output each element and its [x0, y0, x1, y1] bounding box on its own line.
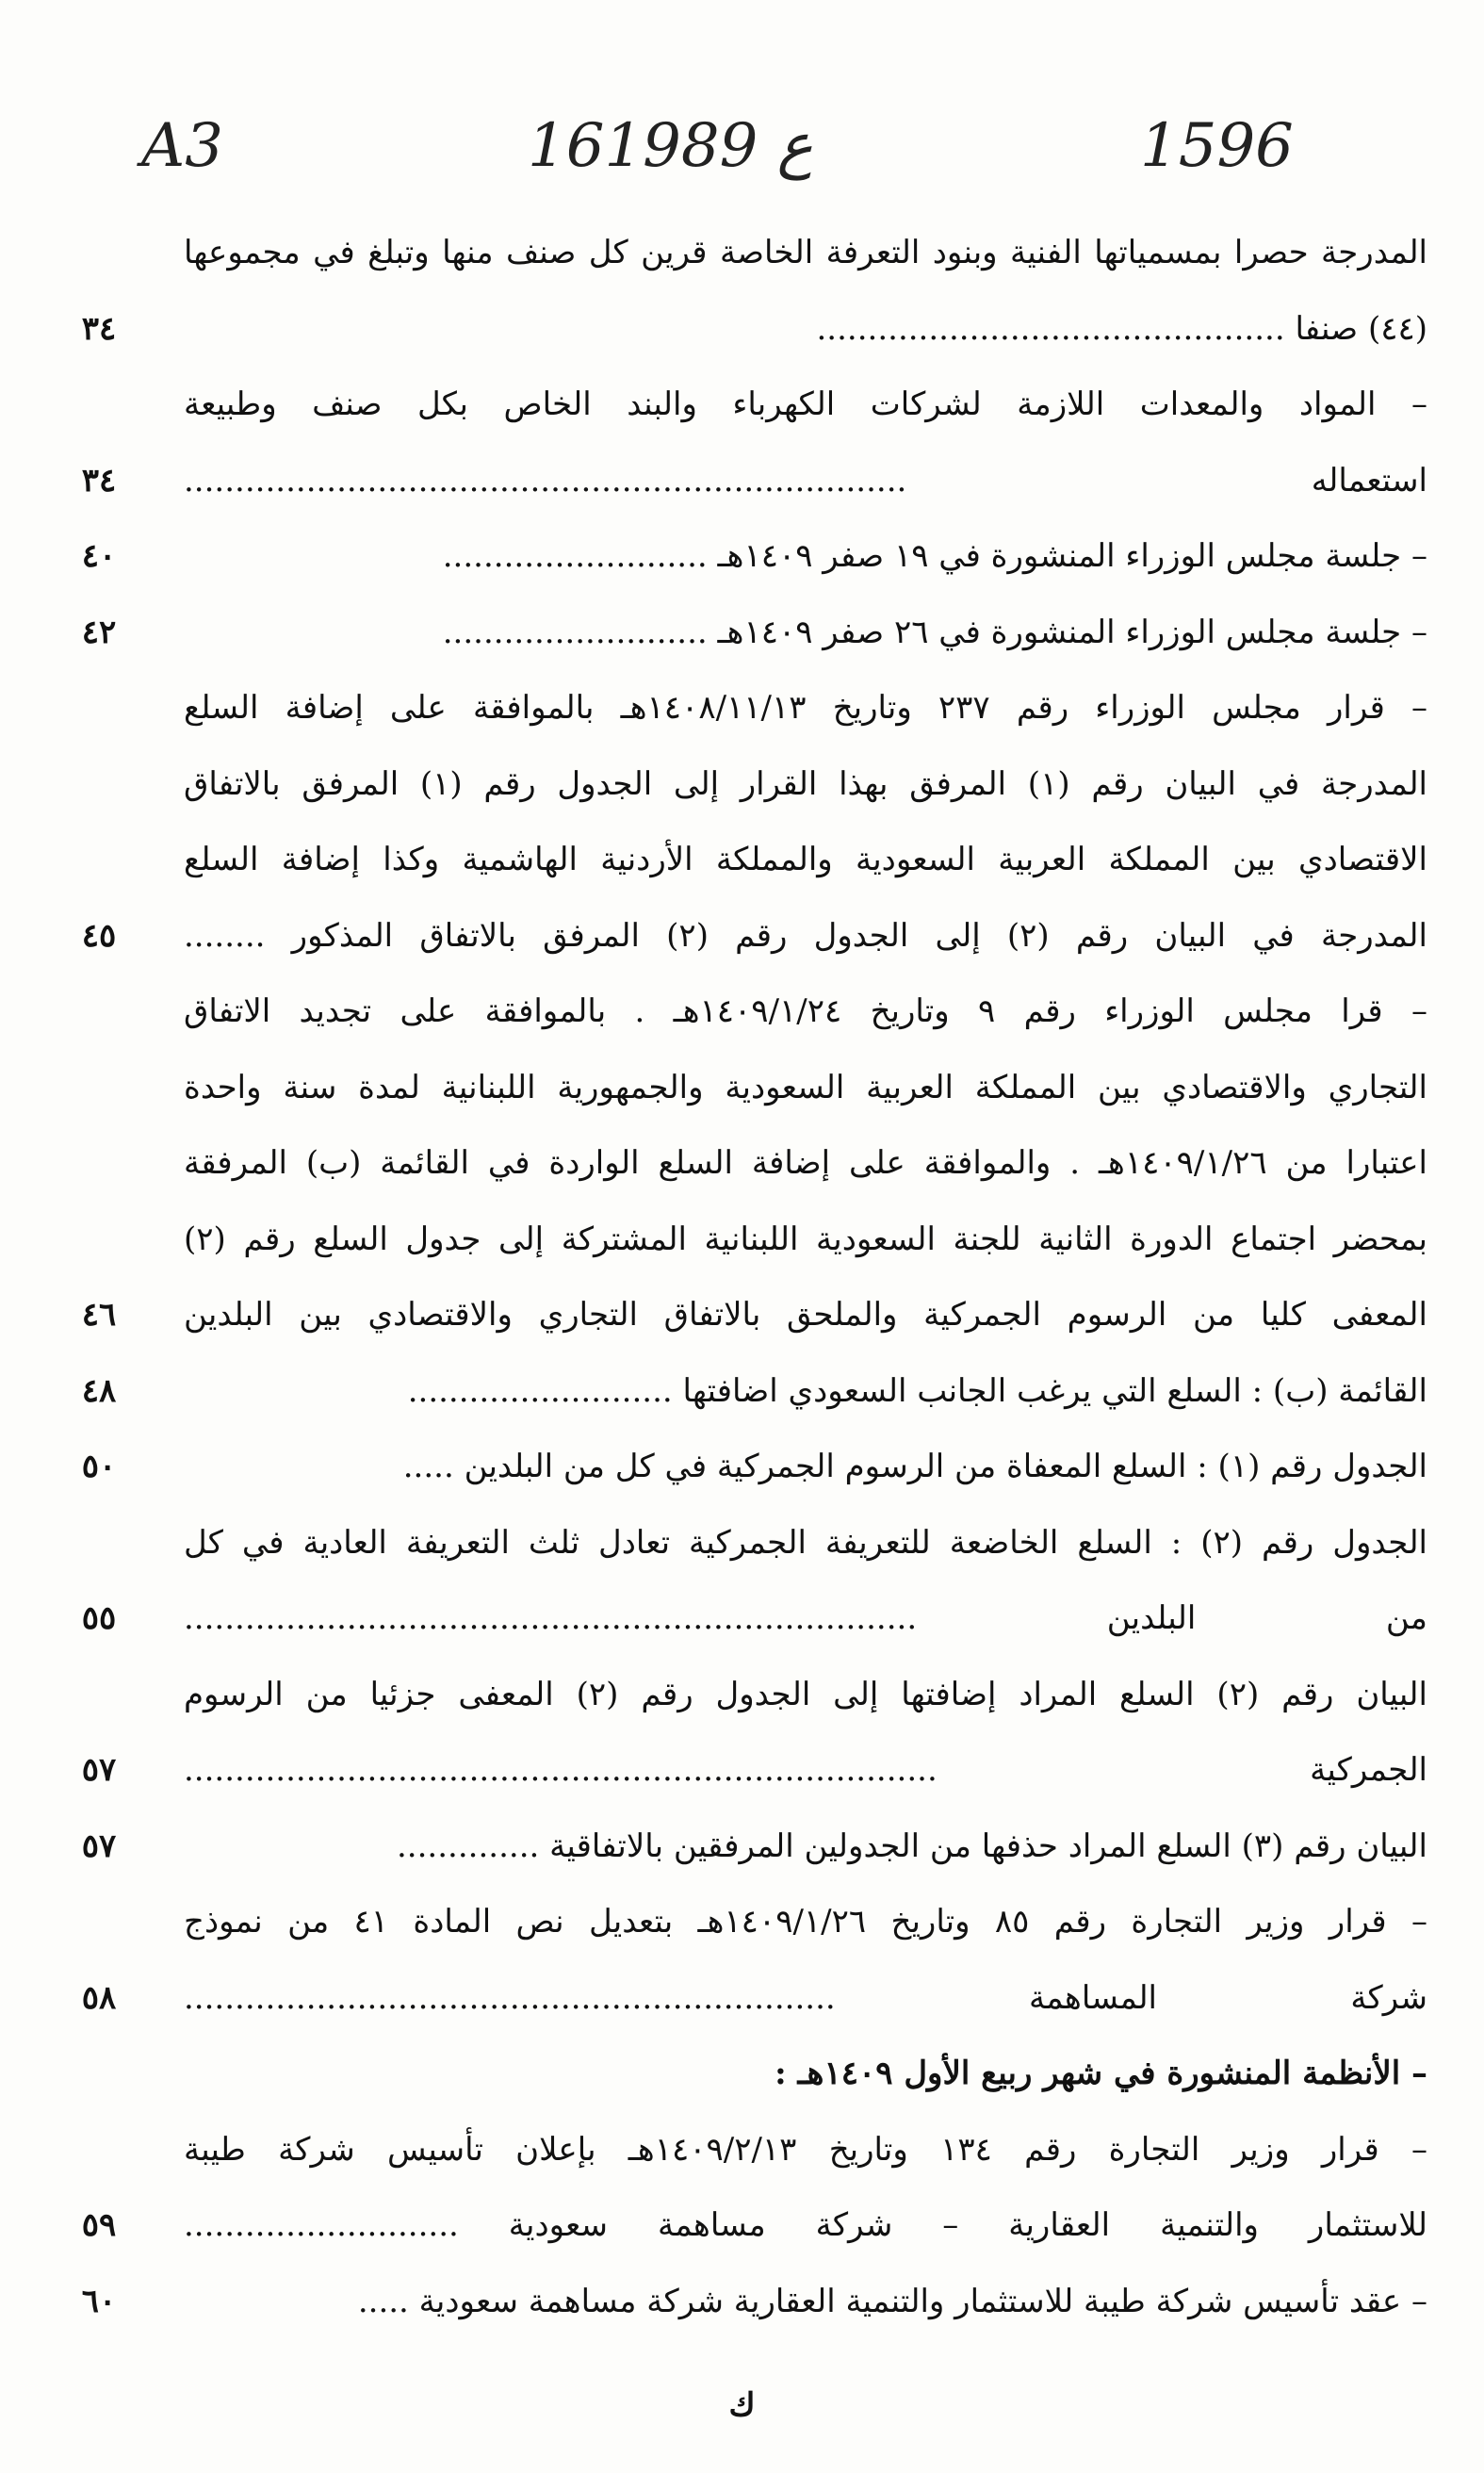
toc-page-number: ٤٠	[81, 537, 117, 575]
toc-page-number: ٤٢	[81, 613, 117, 651]
table-of-contents	[52, 215, 1427, 2339]
toc-line-text: القائمة (ب) : السلع التي يرغب الجانب السعودي اضافتها ..........................	[407, 1371, 1427, 1410]
toc-line	[52, 1353, 1427, 1430]
toc-line-text: البيان رقم (٢) السلع المراد إضافتها إلى الجدول رقم (٢) المعفى جزئيا من الرسوم	[184, 1675, 1427, 1713]
toc-line	[52, 1125, 1427, 1202]
toc-page-number: ٥٩	[81, 2206, 117, 2244]
toc-page-number: ٤٨	[81, 1371, 117, 1410]
toc-line	[52, 2264, 1427, 2340]
toc-line-text: – قرار مجلس الوزراء رقم ٢٣٧ وتاريخ ١٤٠٨/١١/١٣هـ بالموافقة على إضافة السلع	[184, 689, 1427, 727]
toc-line-text: – عقد تأسيس شركة طيبة للاستثمار والتنمية العقارية شركة مساهمة سعودية .....	[357, 2282, 1427, 2320]
toc-page-number: ٦٠	[81, 2282, 117, 2320]
toc-line-text: البيان رقم (٣) السلع المراد حذفها من الجدولين المرفقين بالاتفاقية ..............	[397, 1826, 1427, 1865]
toc-line-text: الجمركية ..........................................................................	[184, 1751, 1427, 1789]
toc-page-number: ٥٠	[81, 1448, 117, 1485]
toc-page-number: ٥٧	[81, 1826, 117, 1865]
toc-line-text: الجدول رقم (٢) : السلع الخاضعة للتعريفة الجمركية تعادل ثلث التعريفة العادية في كل	[184, 1523, 1427, 1562]
toc-line-text: الجدول رقم (١) : السلع المعفاة من الرسوم الجمركية في كل من البلدين .....	[402, 1448, 1427, 1485]
toc-line	[52, 367, 1427, 443]
toc-page-number: ٥٧	[81, 1751, 117, 1789]
toc-line-text: – قرار وزير التجارة رقم ١٣٤ وتاريخ ١٤٠٩/٢/١٣هـ بإعلان تأسيس شركة طيبة	[184, 2130, 1427, 2169]
toc-line-text: المدرجة في البيان رقم (١) المرفق بهذا القرار إلى الجدول رقم (١) المرفق بالاتفاق	[184, 764, 1427, 803]
toc-line	[52, 1732, 1427, 1809]
toc-line-text: استعماله .......................................................................	[184, 461, 1427, 500]
toc-line-text: – جلسة مجلس الوزراء المنشورة في ١٩ صفر ١٤٠٩هـ ..........................	[442, 537, 1427, 575]
toc-line	[52, 746, 1427, 823]
toc-line	[52, 822, 1427, 898]
toc-line	[52, 215, 1427, 291]
toc-line-text: المدرجة حصرا بمسمياتها الفنية وبنود التعرفة الخاصة قرين كل صنف منها وتبلغ في مجموعها	[184, 234, 1427, 271]
toc-line	[52, 518, 1427, 595]
toc-line-text: – قرار وزير التجارة رقم ٨٥ وتاريخ ١٤٠٩/١/٢٦هـ بتعديل نص المادة ٤١ من نموذج	[184, 1903, 1427, 1941]
toc-line-text: – المواد والمعدات اللازمة لشركات الكهرباء والبند الخاص بكل صنف وطبيعة	[184, 385, 1427, 423]
toc-line	[52, 974, 1427, 1050]
toc-line-text: – جلسة مجلس الوزراء المنشورة في ٢٦ صفر ١٤٠٩هـ ..........................	[442, 613, 1427, 651]
toc-line-text: الاقتصادي بين المملكة العربية السعودية والمملكة الأردنية الهاشمية وكذا إضافة السلع	[184, 841, 1427, 878]
toc-line	[52, 1657, 1427, 1733]
toc-line-text: (٤٤) صنفا ..............................................	[816, 309, 1427, 348]
toc-line-text: المعفى كليا من الرسوم الجمركية والملحق بالاتفاق التجاري والاقتصادي بين البلدين	[184, 1296, 1427, 1334]
toc-section-heading	[52, 2036, 1427, 2112]
toc-line	[52, 1884, 1427, 1960]
toc-line	[52, 670, 1427, 746]
toc-line	[52, 1580, 1427, 1657]
page-footer-letter: ك	[728, 2386, 756, 2424]
toc-line-text: للاستثمار والتنمية العقارية – شركة مساهمة سعودية ...........................	[184, 2206, 1427, 2244]
toc-line-text: التجاري والاقتصادي بين المملكة العربية السعودية والجمهورية اللبنانية لمدة سنة واحدة	[184, 1068, 1427, 1106]
toc-line	[52, 1202, 1427, 1278]
toc-line	[52, 2112, 1427, 2188]
toc-page-number: ٥٥	[81, 1599, 117, 1637]
toc-line	[52, 443, 1427, 519]
toc-line	[52, 291, 1427, 368]
handwritten-date: 16ع 1989	[528, 111, 813, 181]
toc-line	[52, 1429, 1427, 1505]
toc-line	[52, 898, 1427, 974]
toc-line	[52, 1050, 1427, 1126]
toc-line	[52, 1277, 1427, 1353]
toc-line	[52, 595, 1427, 671]
toc-line-text: من البلدين ........................................................................	[184, 1599, 1427, 1637]
toc-line	[52, 2187, 1427, 2264]
toc-line-text: المدرجة في البيان رقم (٢) إلى الجدول رقم (٢) المرفق بالاتفاق المذكور ........	[184, 916, 1427, 955]
toc-page-number: ٤٦	[81, 1296, 117, 1334]
toc-line-text: – قرا مجلس الوزراء رقم ٩ وتاريخ ١٤٠٩/١/٢٤هـ . بالموافقة على تجديد الاتفاق	[184, 992, 1427, 1030]
toc-page-number: ٥٨	[81, 1978, 117, 2017]
toc-line-text: شركة المساهمة ................................................................	[184, 1978, 1427, 2017]
toc-line-text: – الأنظمة المنشورة في شهر ربيع الأول ١٤٠٩هـ :	[775, 2055, 1427, 2092]
toc-page-number: ٣٤	[81, 461, 117, 500]
handwritten-number: 1596	[1140, 111, 1294, 181]
handwritten-code: A3	[141, 111, 223, 181]
toc-line	[52, 1809, 1427, 1885]
toc-line-text: اعتبارا من ١٤٠٩/١/٢٦هـ . والموافقة على إضافة السلع الواردة في القائمة (ب) المرفقة	[184, 1144, 1427, 1182]
toc-line	[52, 1960, 1427, 2037]
toc-page-number: ٤٥	[81, 916, 117, 955]
toc-line-text: بمحضر اجتماع الدورة الثانية للجنة السعودية اللبنانية المشتركة إلى جدول السلع رقم (٢)	[184, 1220, 1427, 1258]
toc-page-number: ٣٤	[81, 309, 117, 348]
toc-line	[52, 1505, 1427, 1581]
